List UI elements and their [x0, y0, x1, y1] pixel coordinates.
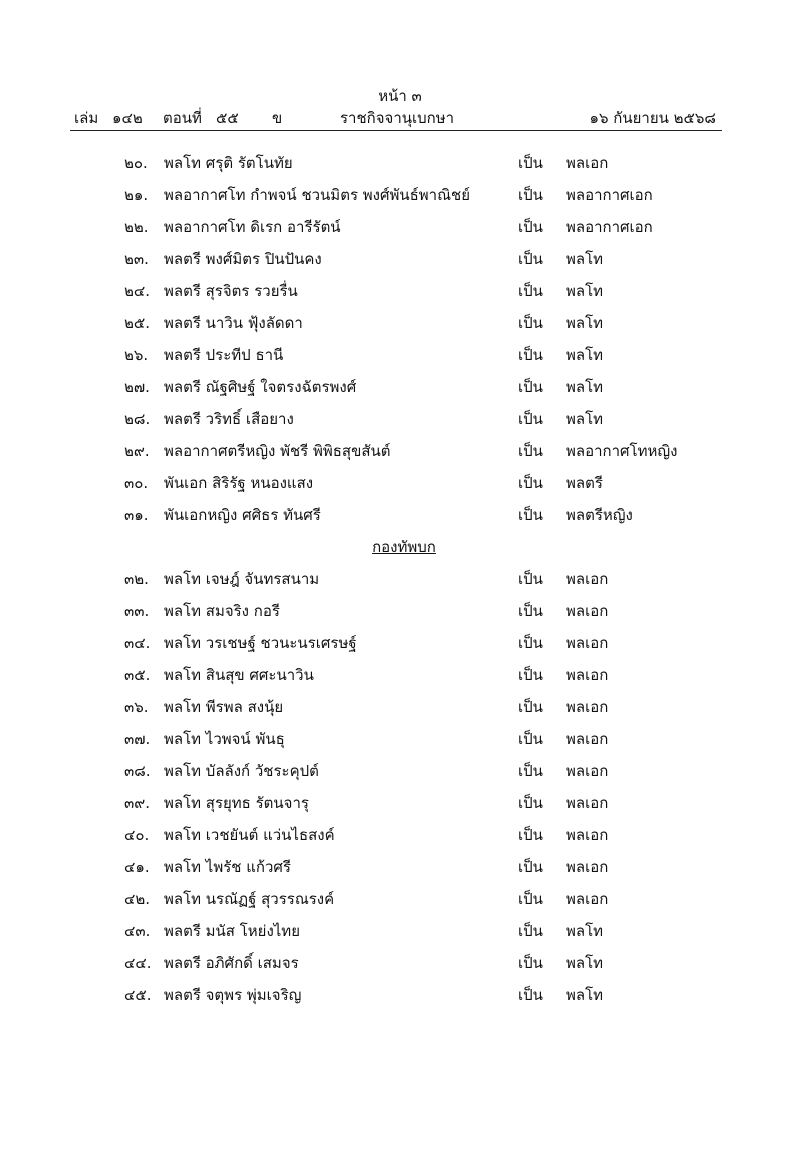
appointment-verb: เป็น — [518, 858, 543, 876]
person-name: พลโท ศรุติ รัตโนทัย — [164, 154, 293, 172]
person-name: พลตรี สุรจิตร รวยรื่น — [164, 282, 298, 300]
item-number: ๒๖. — [124, 346, 149, 364]
new-rank: พลโท — [566, 250, 604, 268]
list-item — [0, 470, 800, 502]
list-item — [0, 150, 800, 182]
gazette-type: ราชกิจจานุเบกษา — [340, 109, 455, 127]
appointment-verb: เป็น — [518, 378, 543, 396]
item-number: ๓๔. — [124, 634, 151, 652]
person-name: พลตรี มนัส โหย่งไทย — [164, 922, 300, 940]
item-number: ๓๗. — [124, 730, 151, 748]
new-rank: พลโท — [566, 282, 604, 300]
promotion-group-2 — [0, 566, 800, 1014]
appointment-verb: เป็น — [518, 730, 543, 748]
item-number: ๔๐. — [124, 826, 150, 844]
list-item — [0, 918, 800, 950]
list-item — [0, 502, 800, 534]
item-number: ๒๒. — [124, 218, 149, 236]
item-number: ๓๐. — [124, 474, 149, 492]
new-rank: พลโท — [566, 922, 604, 940]
list-item — [0, 182, 800, 214]
person-name: พลโท สินสุข ศศะนาวิน — [164, 666, 314, 684]
item-number: ๓๘. — [124, 762, 151, 780]
appointment-verb: เป็น — [518, 282, 543, 300]
list-item — [0, 310, 800, 342]
volume-number: ๑๔๒ — [112, 109, 143, 127]
appointment-verb: เป็น — [518, 474, 543, 492]
appointment-verb: เป็น — [518, 570, 543, 588]
person-name: พลตรี นาวิน ฟุ้งลัดดา — [164, 314, 303, 332]
new-rank: พลเอก — [566, 154, 609, 172]
item-number: ๒๑. — [124, 186, 149, 204]
list-item — [0, 374, 800, 406]
appointment-verb: เป็น — [518, 346, 543, 364]
promotion-list — [0, 150, 800, 1014]
appointment-verb: เป็น — [518, 890, 543, 908]
new-rank: พลเอก — [566, 730, 609, 748]
new-rank: พลเอก — [566, 698, 609, 716]
item-number: ๓๑. — [124, 506, 149, 524]
item-number: ๓๕. — [124, 666, 151, 684]
new-rank: พลตรี — [566, 474, 603, 492]
list-item — [0, 822, 800, 854]
section-number: ๕๕ — [216, 109, 239, 127]
appointment-verb: เป็น — [518, 250, 543, 268]
person-name: พลโท ไวพจน์ พันธุ — [164, 730, 285, 748]
list-item — [0, 886, 800, 918]
list-item — [0, 662, 800, 694]
person-name: พลตรี พงศ์มิตร ปินปันคง — [164, 250, 322, 268]
list-item — [0, 246, 800, 278]
appointment-verb: เป็น — [518, 762, 543, 780]
list-item — [0, 342, 800, 374]
item-number: ๒๓. — [124, 250, 149, 268]
appointment-verb: เป็น — [518, 698, 543, 716]
person-name: พลอากาศโท ดิเรก อารีรัตน์ — [164, 218, 341, 236]
item-number: ๔๒. — [124, 890, 151, 908]
item-number: ๔๑. — [124, 858, 150, 876]
appointment-verb: เป็น — [518, 954, 543, 972]
list-item — [0, 214, 800, 246]
item-number: ๒๘. — [124, 410, 151, 428]
document-header — [0, 106, 800, 128]
person-name: พลโท พีรพล สงนุ้ย — [164, 698, 284, 716]
new-rank: พลโท — [566, 986, 604, 1004]
new-rank: พลโท — [566, 346, 604, 364]
person-name: พันเอกหญิง ศศิธร ทันศรี — [164, 506, 321, 524]
new-rank: พลเอก — [566, 826, 609, 844]
person-name: พันเอก สิริรัฐ หนองแสง — [164, 474, 314, 492]
person-name: พลโท สมจริง กอรี — [164, 602, 280, 620]
appointment-verb: เป็น — [518, 602, 543, 620]
item-number: ๔๔. — [124, 954, 152, 972]
header-divider — [70, 130, 722, 131]
new-rank: พลเอก — [566, 634, 609, 652]
list-item — [0, 950, 800, 982]
new-rank: พลโท — [566, 314, 604, 332]
appointment-verb: เป็น — [518, 634, 543, 652]
new-rank: พลเอก — [566, 602, 609, 620]
list-item — [0, 982, 800, 1014]
list-item — [0, 406, 800, 438]
person-name: พลตรี จตุพร พุ่มเจริญ — [164, 986, 302, 1004]
new-rank: พลเอก — [566, 762, 609, 780]
person-name: พลตรี วริทธิ์ เสือยาง — [164, 410, 294, 428]
item-number: ๓๙. — [124, 794, 151, 812]
new-rank: พลตรีหญิง — [566, 506, 633, 524]
item-number: ๒๙. — [124, 442, 150, 460]
page-number: หน้า ๓ — [378, 87, 422, 105]
item-number: ๒๐. — [124, 154, 148, 172]
section-title-army: กองทัพบก — [372, 538, 436, 556]
person-name: พลโท สุรยุทธ รัตนจารุ — [164, 794, 309, 812]
item-number: ๓๖. — [124, 698, 149, 716]
appointment-verb: เป็น — [518, 218, 543, 236]
list-item — [0, 854, 800, 886]
appointment-verb: เป็น — [518, 986, 543, 1004]
appointment-verb: เป็น — [518, 666, 543, 684]
list-item — [0, 438, 800, 470]
person-name: พลโท วรเชษฐ์ ชวนะนรเศรษฐ์ — [164, 634, 357, 652]
item-number: ๔๕. — [124, 986, 152, 1004]
appointment-verb: เป็น — [518, 442, 543, 460]
item-number: ๒๔. — [124, 282, 151, 300]
person-name: พลตรี อภิศักดิ์ เสมจร — [164, 954, 299, 972]
appointment-verb: เป็น — [518, 314, 543, 332]
list-item — [0, 630, 800, 662]
new-rank: พลเอก — [566, 858, 609, 876]
list-item — [0, 726, 800, 758]
appointment-verb: เป็น — [518, 922, 543, 940]
list-item — [0, 566, 800, 598]
person-name: พลโท ไพรัช แก้วศรี — [164, 858, 291, 876]
person-name: พลตรี ประทีป ธานี — [164, 346, 284, 364]
publication-date: ๑๖ กันยายน ๒๕๖๘ — [589, 109, 716, 127]
part-letter: ข — [272, 109, 283, 127]
new-rank: พลเอก — [566, 890, 609, 908]
item-number: ๔๓. — [124, 922, 151, 940]
appointment-verb: เป็น — [518, 410, 543, 428]
list-item — [0, 758, 800, 790]
new-rank: พลอากาศเอก — [566, 218, 653, 236]
appointment-verb: เป็น — [518, 154, 543, 172]
list-item — [0, 694, 800, 726]
person-name: พลอากาศตรีหญิง พัชรี พิพิธสุขสันต์ — [164, 442, 391, 460]
new-rank: พลโท — [566, 954, 604, 972]
person-name: พลโท เวชยันต์ แว่นไธสงค์ — [164, 826, 335, 844]
new-rank: พลอากาศเอก — [566, 186, 653, 204]
list-item — [0, 598, 800, 630]
appointment-verb: เป็น — [518, 506, 543, 524]
list-item — [0, 790, 800, 822]
list-item — [0, 278, 800, 310]
new-rank: พลโท — [566, 410, 604, 428]
person-name: พลอากาศโท กำพจน์ ชวนมิตร พงศ์พันธ์พาณิชย์ — [164, 186, 470, 204]
appointment-verb: เป็น — [518, 826, 543, 844]
new-rank: พลเอก — [566, 570, 609, 588]
person-name: พลโท นรณัฏฐ์ สุวรรณรงค์ — [164, 890, 335, 908]
person-name: พลโท บัลลังก์ วัชระคุปต์ — [164, 762, 319, 780]
new-rank: พลอากาศโทหญิง — [566, 442, 678, 460]
item-number: ๓๒. — [124, 570, 149, 588]
appointment-verb: เป็น — [518, 794, 543, 812]
item-number: ๒๗. — [124, 378, 150, 396]
person-name: พลโท เจษฎ์ จันทรสนาม — [164, 570, 320, 588]
promotion-group-1 — [0, 150, 800, 534]
volume-label: เล่ม — [74, 109, 99, 127]
section-label: ตอนที่ — [163, 109, 202, 127]
new-rank: พลเอก — [566, 794, 609, 812]
appointment-verb: เป็น — [518, 186, 543, 204]
new-rank: พลเอก — [566, 666, 609, 684]
new-rank: พลโท — [566, 378, 604, 396]
item-number: ๒๕. — [124, 314, 151, 332]
item-number: ๓๓. — [124, 602, 150, 620]
person-name: พลตรี ณัฐศิษฐ์ ใจตรงฉัตรพงศ์ — [164, 378, 357, 396]
